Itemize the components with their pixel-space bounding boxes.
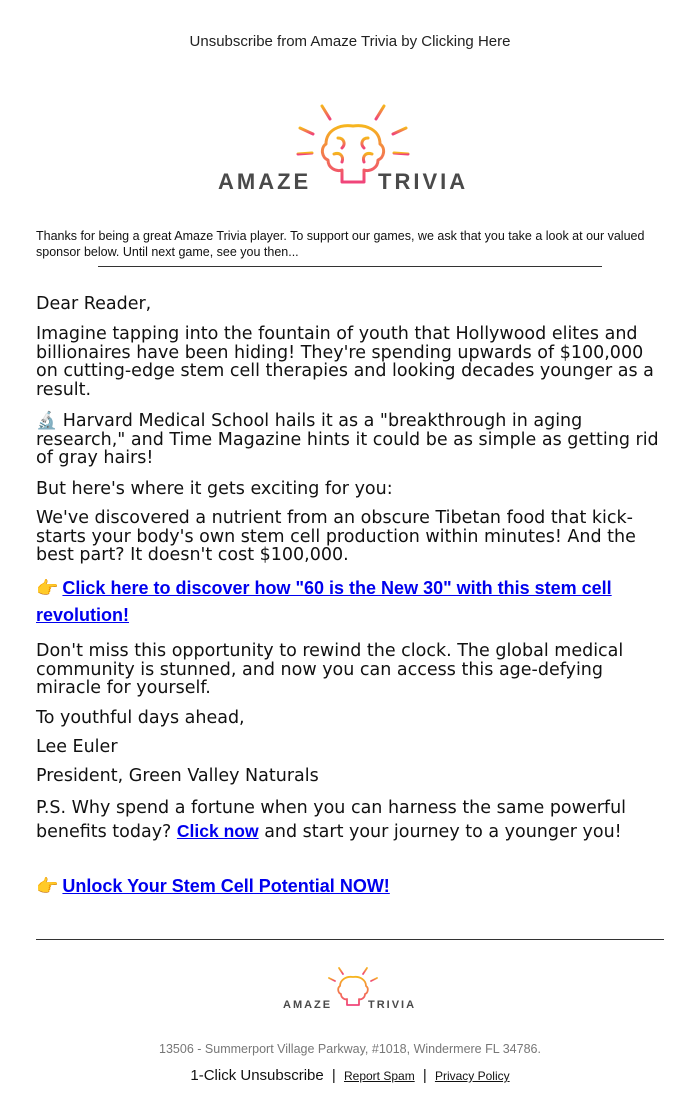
greeting: Dear Reader, <box>36 294 152 314</box>
click-now-link[interactable]: Click now <box>176 821 259 841</box>
signature-title: President, Green Valley Naturals <box>36 766 319 786</box>
signature-name: Lee Euler <box>36 737 118 757</box>
cta-link-unlock-potential[interactable] <box>36 873 668 900</box>
paragraph-3: But here's where it gets exciting for you: <box>36 479 393 499</box>
amaze-trivia-logo <box>218 92 488 212</box>
cta-link-stem-cell-revolution[interactable] <box>36 575 668 629</box>
paragraph-2-text: Harvard Medical School hails it as a "breakthrough in aging research," and Time Magazine hints it could be as simple as getting rid of gray hairs! <box>36 411 659 468</box>
report-spam-link[interactable]: Report Spam <box>343 1069 415 1083</box>
paragraph-2 <box>36 412 668 468</box>
footer-links <box>0 1067 700 1084</box>
cta-1-text: Click here to discover how "60 is the New 30" with this stem cell revolution! <box>36 578 612 625</box>
amaze-trivia-logo-small <box>283 962 423 1022</box>
cta-2-text: Unlock Your Stem Cell Potential NOW! <box>62 876 390 896</box>
lightbulb-brain-icon <box>283 962 423 1022</box>
microscope-icon: 🔬 <box>36 411 58 431</box>
pointing-hand-icon: 👉 <box>36 876 59 896</box>
separator: | <box>422 1067 427 1084</box>
postscript <box>36 797 668 844</box>
paragraph-5: Don't miss this opportunity to rewind the clock. The global medical community is stunned, and now you can access this age-defying miracle for yourself. <box>36 641 624 698</box>
ps-text-after: and start your journey to a younger you! <box>264 822 622 842</box>
pointing-hand-icon: 👉 <box>36 578 59 598</box>
one-click-unsubscribe[interactable]: 1-Click Unsubscribe <box>190 1067 324 1084</box>
separator: | <box>331 1067 336 1084</box>
mailing-address: 13506 - Summerport Village Parkway, #1018, Windermere FL 34786. <box>159 1042 541 1056</box>
ps-text-before: P.S. Why spend a fortune when you can harness the same powerful benefits today? <box>36 798 627 842</box>
logo-small-text-right: TRIVIA <box>368 999 417 1011</box>
privacy-policy-link[interactable]: Privacy Policy <box>434 1069 510 1083</box>
unsubscribe-link[interactable]: Unsubscribe from Amaze Trivia by Clicking Here <box>189 33 511 50</box>
paragraph-4: We've discovered a nutrient from an obscure Tibetan food that kick-starts your body's own stem cell production within minutes! And the best part? It doesn't cost $100,000. <box>36 508 636 565</box>
paragraph-1: Imagine tapping into the fountain of youth that Hollywood elites and billionaires have been hiding! They're spending upwards of $100,000 on cutting-edge stem cell therapies and looking decades younger as a result. <box>36 324 654 400</box>
logo-text-right: TRIVIA <box>378 169 469 194</box>
intro-text: Thanks for being a great Amaze Trivia player. To support our games, we ask that you take a look at our valued sponsor below. Until next game, see you then... <box>36 229 645 259</box>
divider <box>98 266 602 267</box>
logo-small-text-left: AMAZE <box>283 999 333 1011</box>
footer-divider <box>36 939 664 940</box>
closing: To youthful days ahead, <box>36 708 245 728</box>
logo-text-left: AMAZE <box>218 169 312 194</box>
